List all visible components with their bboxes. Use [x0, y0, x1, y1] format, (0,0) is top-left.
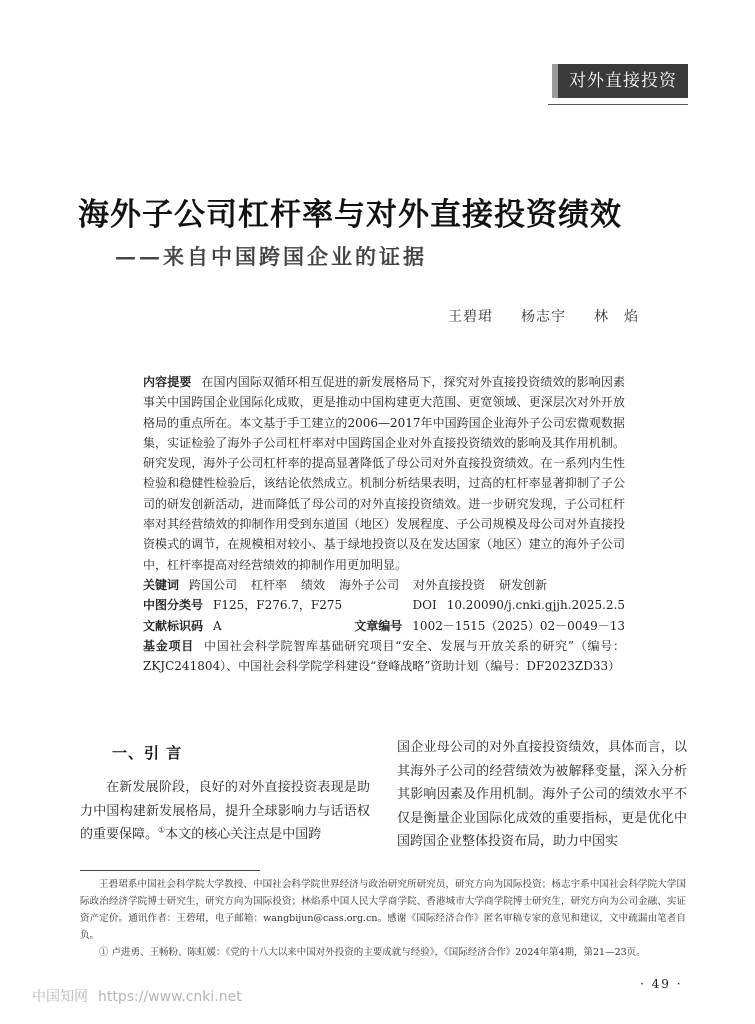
author-footnote: 王碧珺系中国社会科学院大学教授、中国社会科学院世界经济与政治研究所研究员，研究方向为国际投资；杨志宇系中国社会科学院大学国际政治经济学院博士研究生，研究方向为国际投资；林焰系中国人民大学商学院、香港城市大学商学院博士研究生，研究方向为公司金融、实证资产定价。通讯作者：王碧珺，电子邮箱：wangbijun@cass.org.cn。感谢《国际经济合作》匿名审稿专家的意见和建议，文中疏漏由笔者自负。 [80, 879, 686, 941]
article-title: 海外子公司杠杆率与对外直接投资绩效 [78, 197, 622, 233]
author-list [420, 306, 639, 328]
author-name: 林 焰 [594, 309, 639, 325]
keywords-label: 关键词 [143, 577, 180, 592]
author-name: 王碧珺 [448, 309, 493, 325]
article-subtitle: ——来自中国跨国企业的证据 [115, 244, 427, 269]
funding-label: 基金项目 [143, 638, 194, 653]
header-rule [548, 104, 688, 105]
footnote-rule [80, 870, 260, 871]
watermark-url: https://www.cnki.net [98, 989, 242, 1005]
section-tag: 对外直接投资 [552, 64, 688, 98]
abstract-label: 内容提要 [143, 375, 192, 389]
author-name: 杨志宇 [521, 309, 566, 325]
doc-code-label: 文献标识码 [143, 618, 204, 633]
doc-code-value: A [213, 618, 222, 633]
footnote-ref-mark: ① [158, 825, 166, 835]
watermark [32, 986, 242, 1006]
abstract [143, 372, 625, 575]
keyword: 研发创新 [499, 577, 548, 592]
classification-value: F125，F276.7，F275 [213, 598, 343, 613]
abstract-block [143, 372, 625, 676]
keyword: 海外子公司 [339, 577, 400, 592]
keyword: 对外直接投资 [413, 577, 486, 592]
article-number-label: 文章编号 [354, 618, 403, 633]
body-column-left [80, 776, 370, 847]
doc-code-row [143, 616, 625, 636]
body-text: 在新发展阶段，良好的对外直接投资表现是助力中国构建新发展格局，提升全球影响力与话语权的重要保障。 [80, 780, 370, 842]
keyword: 绩效 [301, 577, 326, 592]
classification-row [143, 595, 625, 615]
abstract-text: 在国内国际双循环相互促进的新发展格局下，探究对外直接投资绩效的影响因素事关中国跨国企业国际化成败，更是推动中国构建更大范围、更宽领域、更深层次对外开放格局的重点所在。本文基于手工建立的2006—2017年中国跨国企业海外子公司宏微观数据集，实证检验了海外子公司杠杆率对中国跨国企业对外直接投资绩效的影响及其作用机制。研究发现，海外子公司杠杆率的提高显著降低了母公司对外直接投资绩效。在一系列内生性检验和稳健性检验后，该结论依然成立。机制分析结果表明，过高的杠杆率显著抑制了子公司的研发创新活动，进而降低了母公司的对外直接投资绩效。进一步研究发现，子公司杠杆率对其经营绩效的抑制作用受到东道国（地区）发展程度、子公司规模及母公司对外直接投资模式的调节，在规模相对较小、基于绿地投资以及在发达国家（地区）建立的海外子公司中，杠杆率提高对经营绩效的抑制作用更加明显。 [143, 375, 625, 572]
keyword: 跨国公司 [189, 577, 238, 592]
keywords [143, 575, 625, 595]
keyword: 杠杆率 [251, 577, 288, 592]
section-heading: 一、引 言 [112, 744, 183, 762]
page-number: · 49 · [640, 977, 683, 991]
funding-text: 中国社会科学院智库基础研究项目“安全、发展与开放关系的研究”（编号：ZKJC241804）、中国社会科学院学科建设“登峰战略”资助计划（编号：DF2023ZD33） [143, 638, 625, 674]
funding [143, 636, 625, 677]
classification-label: 中图分类号 [143, 598, 204, 613]
body-column-right [397, 736, 687, 854]
doi-value: 10.20090/j.cnki.gjjh.2025.2.5 [446, 598, 625, 613]
article-number-value: 1002－1515（2025）02－0049－13 [412, 618, 625, 633]
reference-footnote: ① 卢进勇、王畅粉、陈虹媛：《党的十八大以来中国对外投资的主要成就与经验》，《国际经济合作》2024年第4期，第21—23页。 [99, 947, 646, 958]
body-paragraph [80, 776, 370, 847]
body-paragraph: 国企业母公司的对外直接投资绩效，具体而言，以其海外子公司的经营绩效为被解释变量，深入分析其影响因素及作用机制。海外子公司的绩效水平不仅是衡量企业国际化成效的重要指标，更是优化中国跨国企业整体投资布局，助力中国实 [397, 740, 687, 849]
body-text: 本文的核心关注点是中国跨 [165, 827, 322, 842]
doi-label: DOI [412, 598, 437, 613]
watermark-site: 中国知网 [32, 989, 88, 1005]
